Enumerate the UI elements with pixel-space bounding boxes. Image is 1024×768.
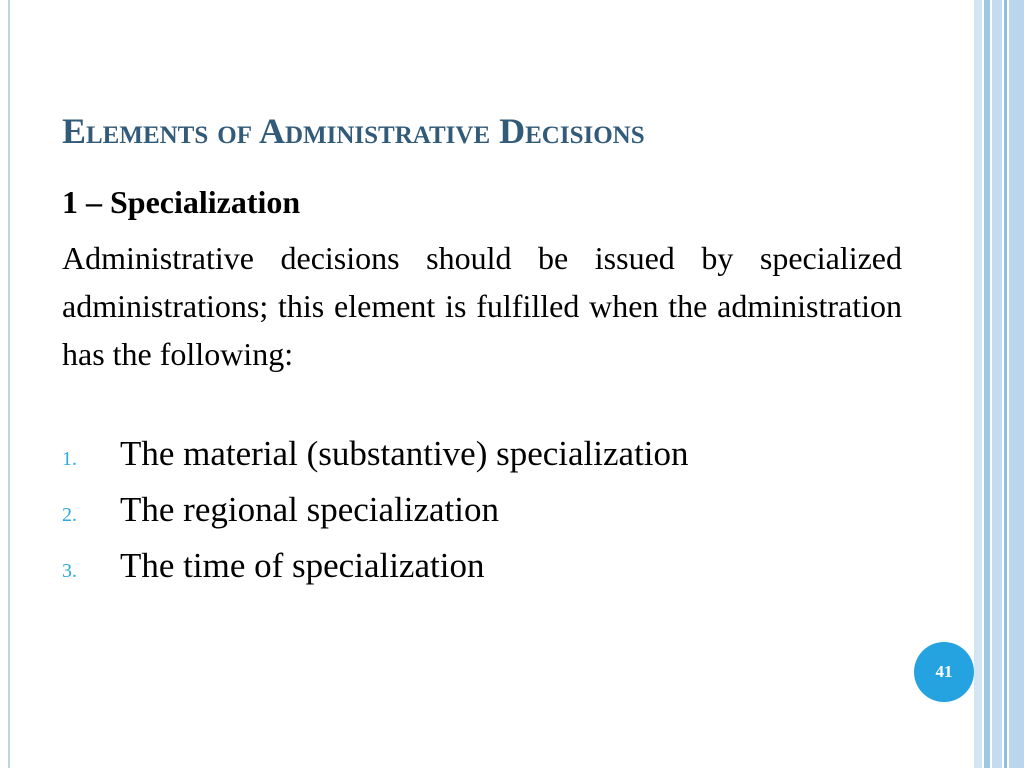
- section-subheading: 1 – Specialization: [62, 184, 301, 220]
- list-item-number: 1.: [62, 448, 77, 470]
- list-item-text: The regional specialization: [120, 490, 500, 529]
- body-paragraph: Administrative decisions should be issued by specialized administrations; this element is fulfilled when the administration has the following:: [62, 240, 902, 372]
- border-strip: [992, 0, 1002, 768]
- list-item-text: The material (substantive) specialization: [120, 434, 689, 473]
- list-item-number: 2.: [62, 504, 77, 526]
- border-strip: [974, 0, 982, 768]
- list-item: [62, 540, 689, 596]
- right-decorative-border: [974, 0, 1024, 768]
- list-item-number: 3.: [62, 560, 77, 582]
- list-item-text: The time of specialization: [120, 546, 485, 585]
- border-strip: [1009, 0, 1024, 768]
- list-item: [62, 484, 689, 540]
- slide-title: Elements of Administrative Decisions: [62, 111, 645, 151]
- border-strip: [984, 0, 990, 768]
- numbered-list: [62, 428, 689, 596]
- list-item: [62, 428, 689, 484]
- page-number-badge: [914, 642, 974, 702]
- border-strip: [1004, 0, 1007, 768]
- page-number: 41: [935, 662, 953, 681]
- left-border-line: [8, 0, 10, 768]
